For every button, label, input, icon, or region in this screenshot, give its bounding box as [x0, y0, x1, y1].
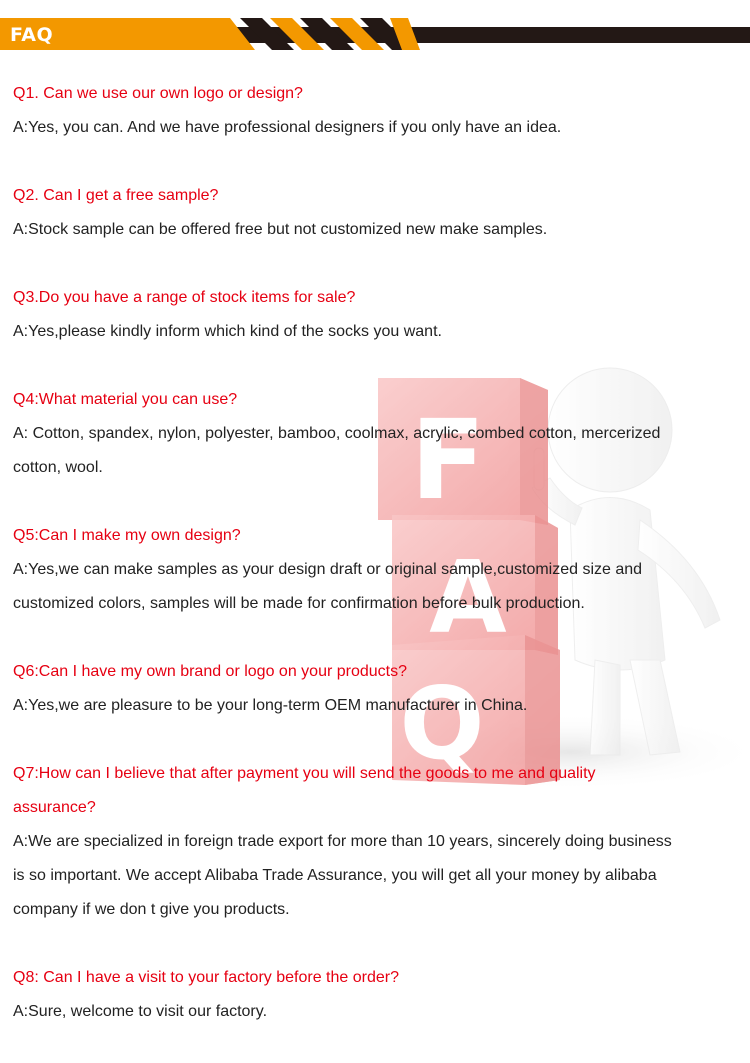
- faq-answer-line: is so important. We accept Alibaba Trade Assurance, you will get all your money by alibaba: [13, 867, 657, 884]
- faq-answer: A:Stock sample can be offered free but not customized new make samples.: [13, 221, 548, 238]
- faq-item: [13, 281, 738, 349]
- faq-item: [13, 179, 738, 247]
- faq-question: Q2. Can I get a free sample?: [13, 187, 219, 204]
- faq-item: [13, 383, 738, 485]
- faq-header-banner: [0, 0, 750, 60]
- faq-item: [13, 961, 738, 1029]
- faq-question: Q5:Can I make my own design?: [13, 527, 241, 544]
- faq-answer: A:Yes,please kindly inform which kind of the socks you want.: [13, 323, 442, 340]
- faq-item: [13, 519, 738, 621]
- faq-answer-line: cotton, wool.: [13, 459, 103, 476]
- faq-item: [13, 655, 738, 723]
- faq-question-line: Q7:How can I believe that after payment you will send the goods to me and quality: [13, 765, 596, 782]
- page-title: FAQ: [10, 24, 54, 46]
- faq-answer: A:Sure, welcome to visit our factory.: [13, 1003, 268, 1020]
- faq-answer-line: customized colors, samples will be made for confirmation before bulk production.: [13, 595, 585, 612]
- cube-letter-a: A: [429, 539, 507, 656]
- faq-list: [13, 77, 738, 1063]
- faq-answer-line: A:We are specialized in foreign trade export for more than 10 years, sincerely doing business: [13, 833, 672, 850]
- faq-question: Q6:Can I have my own brand or logo on your products?: [13, 663, 407, 680]
- faq-question-line: assurance?: [13, 799, 96, 816]
- faq-answer-line: A: Cotton, spandex, nylon, polyester, bamboo, coolmax, acrylic, combed cotton, mercerized: [13, 425, 661, 442]
- faq-question: Q3.Do you have a range of stock items for sale?: [13, 289, 356, 306]
- cube-letter-q: Q: [399, 665, 485, 782]
- faq-question: Q1. Can we use our own logo or design?: [13, 85, 303, 102]
- faq-answer-line: A:Yes,we can make samples as your design draft or original sample,customized size and: [13, 561, 643, 578]
- header-stripe-graphic: [0, 0, 750, 60]
- faq-question: Q4:What material you can use?: [13, 391, 238, 408]
- faq-item: [13, 77, 738, 145]
- faq-answer-line: company if we don t give you products.: [13, 901, 290, 918]
- faq-item: [13, 757, 738, 927]
- faq-question: Q8: Can I have a visit to your factory before the order?: [13, 969, 399, 986]
- cube-letter-f: F: [410, 396, 486, 524]
- faq-answer: A:Yes,we are pleasure to be your long-term OEM manufacturer in China.: [13, 697, 528, 714]
- faq-answer: A:Yes, you can. And we have professional designers if you only have an idea.: [13, 119, 562, 136]
